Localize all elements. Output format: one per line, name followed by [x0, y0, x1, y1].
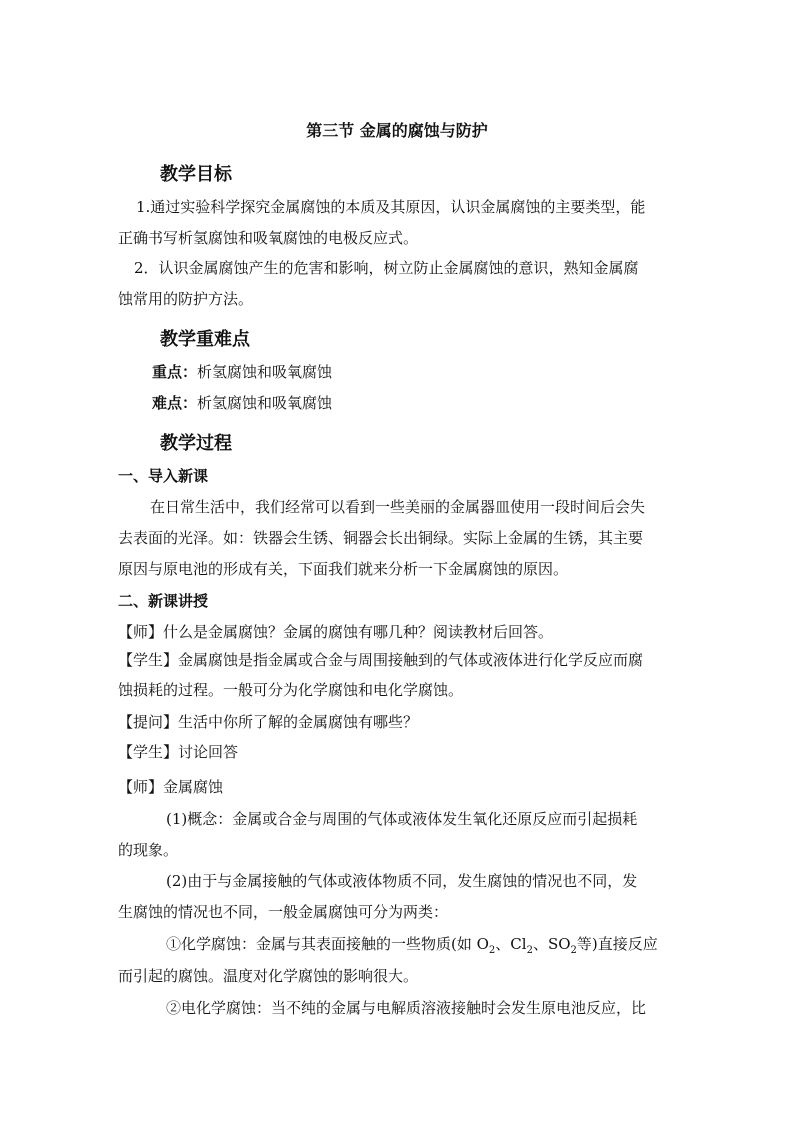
intro-line-1: 在日常生活中，我们经常可以看到一些美丽的金属器皿使用一段时间后会失 — [150, 498, 646, 516]
page-title: 第三节 金属的腐蚀与防护 — [306, 121, 488, 140]
student-answer-1-line-2: 蚀损耗的过程。一般可分为化学腐蚀和电化学腐蚀。 — [118, 681, 464, 699]
cl2-subscript: 2 — [526, 945, 533, 954]
teaching-goals-heading: 教学目标 — [160, 164, 232, 185]
section-1-heading: 一、导入新课 — [118, 467, 209, 485]
chem-corrosion-text-c: 、SO — [532, 935, 571, 953]
section-2-heading: 二、新课讲授 — [118, 592, 209, 610]
student-answer-2: 【学生】讨论回答 — [118, 743, 239, 761]
concept-2-line-2: 生腐蚀的情况也不同，一般金属腐蚀可分为两类： — [118, 903, 449, 921]
concept-1-line-1: (1)概念：金属或合金与周围的气体或液体发生氧化还原反应而引起损耗 — [166, 810, 638, 828]
chem-corrosion-text-b: 、Cl — [495, 935, 527, 953]
chemical-corrosion-line-1 — [166, 934, 678, 954]
difficulty-line — [152, 393, 712, 413]
goal-2-line-1: 2．认识金属腐蚀产生的危害和影响，树立防止金属腐蚀的意识，熟知金属腐 — [134, 259, 639, 277]
electrochemical-corrosion-line-1: ②电化学腐蚀：当不纯的金属与电解质溶液接触时会发生原电池反应，比 — [166, 999, 647, 1017]
key-point-label: 重点： — [152, 363, 198, 381]
difficulty-text: 析氢腐蚀和吸氧腐蚀 — [197, 394, 333, 412]
teacher-topic: 【师】金属腐蚀 — [118, 778, 224, 796]
concept-1-line-2: 的现象。 — [118, 841, 179, 859]
chemical-corrosion-line-2: 而引起的腐蚀。温度对化学腐蚀的影响很大。 — [118, 967, 419, 985]
intro-line-2: 去表面的光泽。如：铁器会生锈、铜器会长出铜绿。实际上金属的生锈，其主要 — [118, 529, 644, 547]
key-point-text: 析氢腐蚀和吸氧腐蚀 — [197, 363, 333, 381]
goal-2-line-2: 蚀常用的防护方法。 — [118, 290, 254, 308]
intro-line-3: 原因与原电池的形成有关，下面我们就来分析一下金属腐蚀的原因。 — [118, 560, 569, 578]
student-answer-1-line-1: 【学生】金属腐蚀是指金属或合金与周围接触到的气体或液体进行化学反应而腐 — [118, 651, 644, 669]
key-point-line — [152, 362, 712, 382]
goal-1-line-1: 1.通过实验科学探究金属腐蚀的本质及其原因，认识金属腐蚀的主要类型，能 — [136, 198, 646, 216]
so2-subscript: 2 — [570, 945, 577, 954]
question-prompt: 【提问】生活中你所了解的金属腐蚀有哪些？ — [118, 713, 419, 731]
teaching-process-heading: 教学过程 — [160, 433, 232, 454]
key-points-heading: 教学重难点 — [160, 329, 250, 350]
goal-1-line-2: 正确书写析氢腐蚀和吸氧腐蚀的电极反应式。 — [118, 229, 419, 247]
o2-subscript: 2 — [488, 945, 496, 954]
teacher-question-1: 【师】什么是金属腐蚀？金属的腐蚀有哪几种？阅读教材后回答。 — [118, 623, 554, 641]
chem-corrosion-text-d: 等)直接反应 — [576, 935, 658, 953]
difficulty-label: 难点： — [152, 394, 198, 412]
concept-2-line-1: (2)由于与金属接触的气体或液体物质不同，发生腐蚀的情况也不同，发 — [166, 872, 638, 890]
chem-corrosion-text-a: ①化学腐蚀：金属与其表面接触的一些物质(如 O — [166, 935, 489, 953]
